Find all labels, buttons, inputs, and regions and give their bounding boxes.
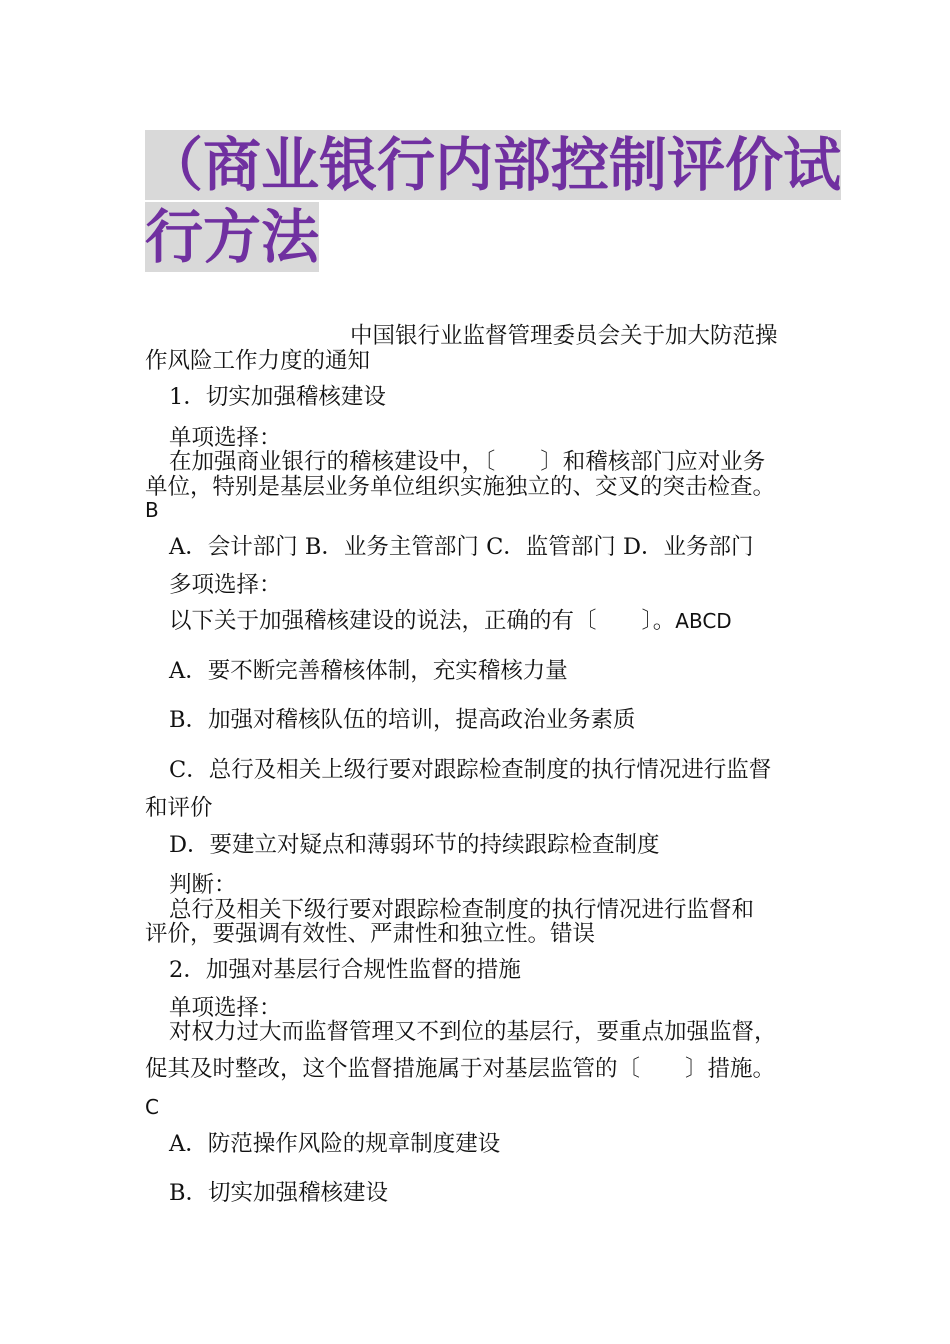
question-4-line-2: 促其及时整改，这个监督措施属于对基层监管的〔 〕措施。 bbox=[145, 1056, 776, 1082]
question-1-line-1: 在加强商业银行的稽核建设中，〔 〕和稽核部门应对业务 bbox=[169, 449, 766, 475]
document-title-line-1: （商业银行内部控制评价试 bbox=[145, 131, 842, 199]
section-heading-2: 2．加强对基层行合规性监督的措施 bbox=[169, 957, 521, 983]
notice-heading-line-1: 中国银行业监督管理委员会关于加大防范操 bbox=[350, 323, 778, 349]
question-2-text bbox=[169, 607, 732, 635]
question-1-answer: B bbox=[145, 498, 159, 522]
question-2-option-d: D．要建立对疑点和薄弱环节的持续跟踪检查制度 bbox=[169, 832, 660, 858]
question-2-body: 以下关于加强稽核建设的说法，正确的有〔 〕。 bbox=[169, 608, 676, 634]
question-4-line-1: 对权力过大而监督管理又不到位的基层行，要重点加强监督， bbox=[169, 1019, 777, 1045]
question-2-answer: ABCD bbox=[675, 609, 732, 633]
question-2-option-a: A．要不断完善稽核体制，充实稽核力量 bbox=[169, 658, 568, 684]
question-3-line-1: 总行及相关下级行要对跟踪检查制度的执行情况进行监督和 bbox=[169, 897, 755, 923]
single-choice-label: 单项选择： bbox=[169, 425, 282, 451]
question-2-option-b: B．加强对稽核队伍的培训，提高政治业务素质 bbox=[169, 707, 636, 733]
question-4-answer: C bbox=[145, 1095, 159, 1119]
question-1-options: A．会计部门 B．业务主管部门 C．监管部门 D．业务部门 bbox=[169, 534, 754, 560]
question-2-option-c-line-1: C．总行及相关上级行要对跟踪检查制度的执行情况进行监督 bbox=[169, 757, 772, 783]
judgment-label: 判断： bbox=[169, 872, 237, 898]
document-title-line-2: 行方法 bbox=[145, 203, 320, 271]
question-4-option-b: B．切实加强稽核建设 bbox=[169, 1180, 389, 1206]
notice-heading-line-2: 作风险工作力度的通知 bbox=[145, 348, 371, 374]
question-2-option-c-line-2: 和评价 bbox=[145, 795, 213, 821]
multiple-choice-label: 多项选择： bbox=[169, 572, 282, 598]
question-3-line-2: 评价，要强调有效性、严肃性和独立性。错误 bbox=[145, 921, 596, 947]
question-1-line-2: 单位，特别是基层业务单位组织实施独立的、交叉的突击检查。 bbox=[145, 474, 776, 500]
section-heading-1: 1．切实加强稽核建设 bbox=[169, 384, 386, 410]
question-4-option-a: A．防范操作风险的规章制度建设 bbox=[169, 1131, 501, 1157]
single-choice-label-2: 单项选择： bbox=[169, 995, 282, 1021]
